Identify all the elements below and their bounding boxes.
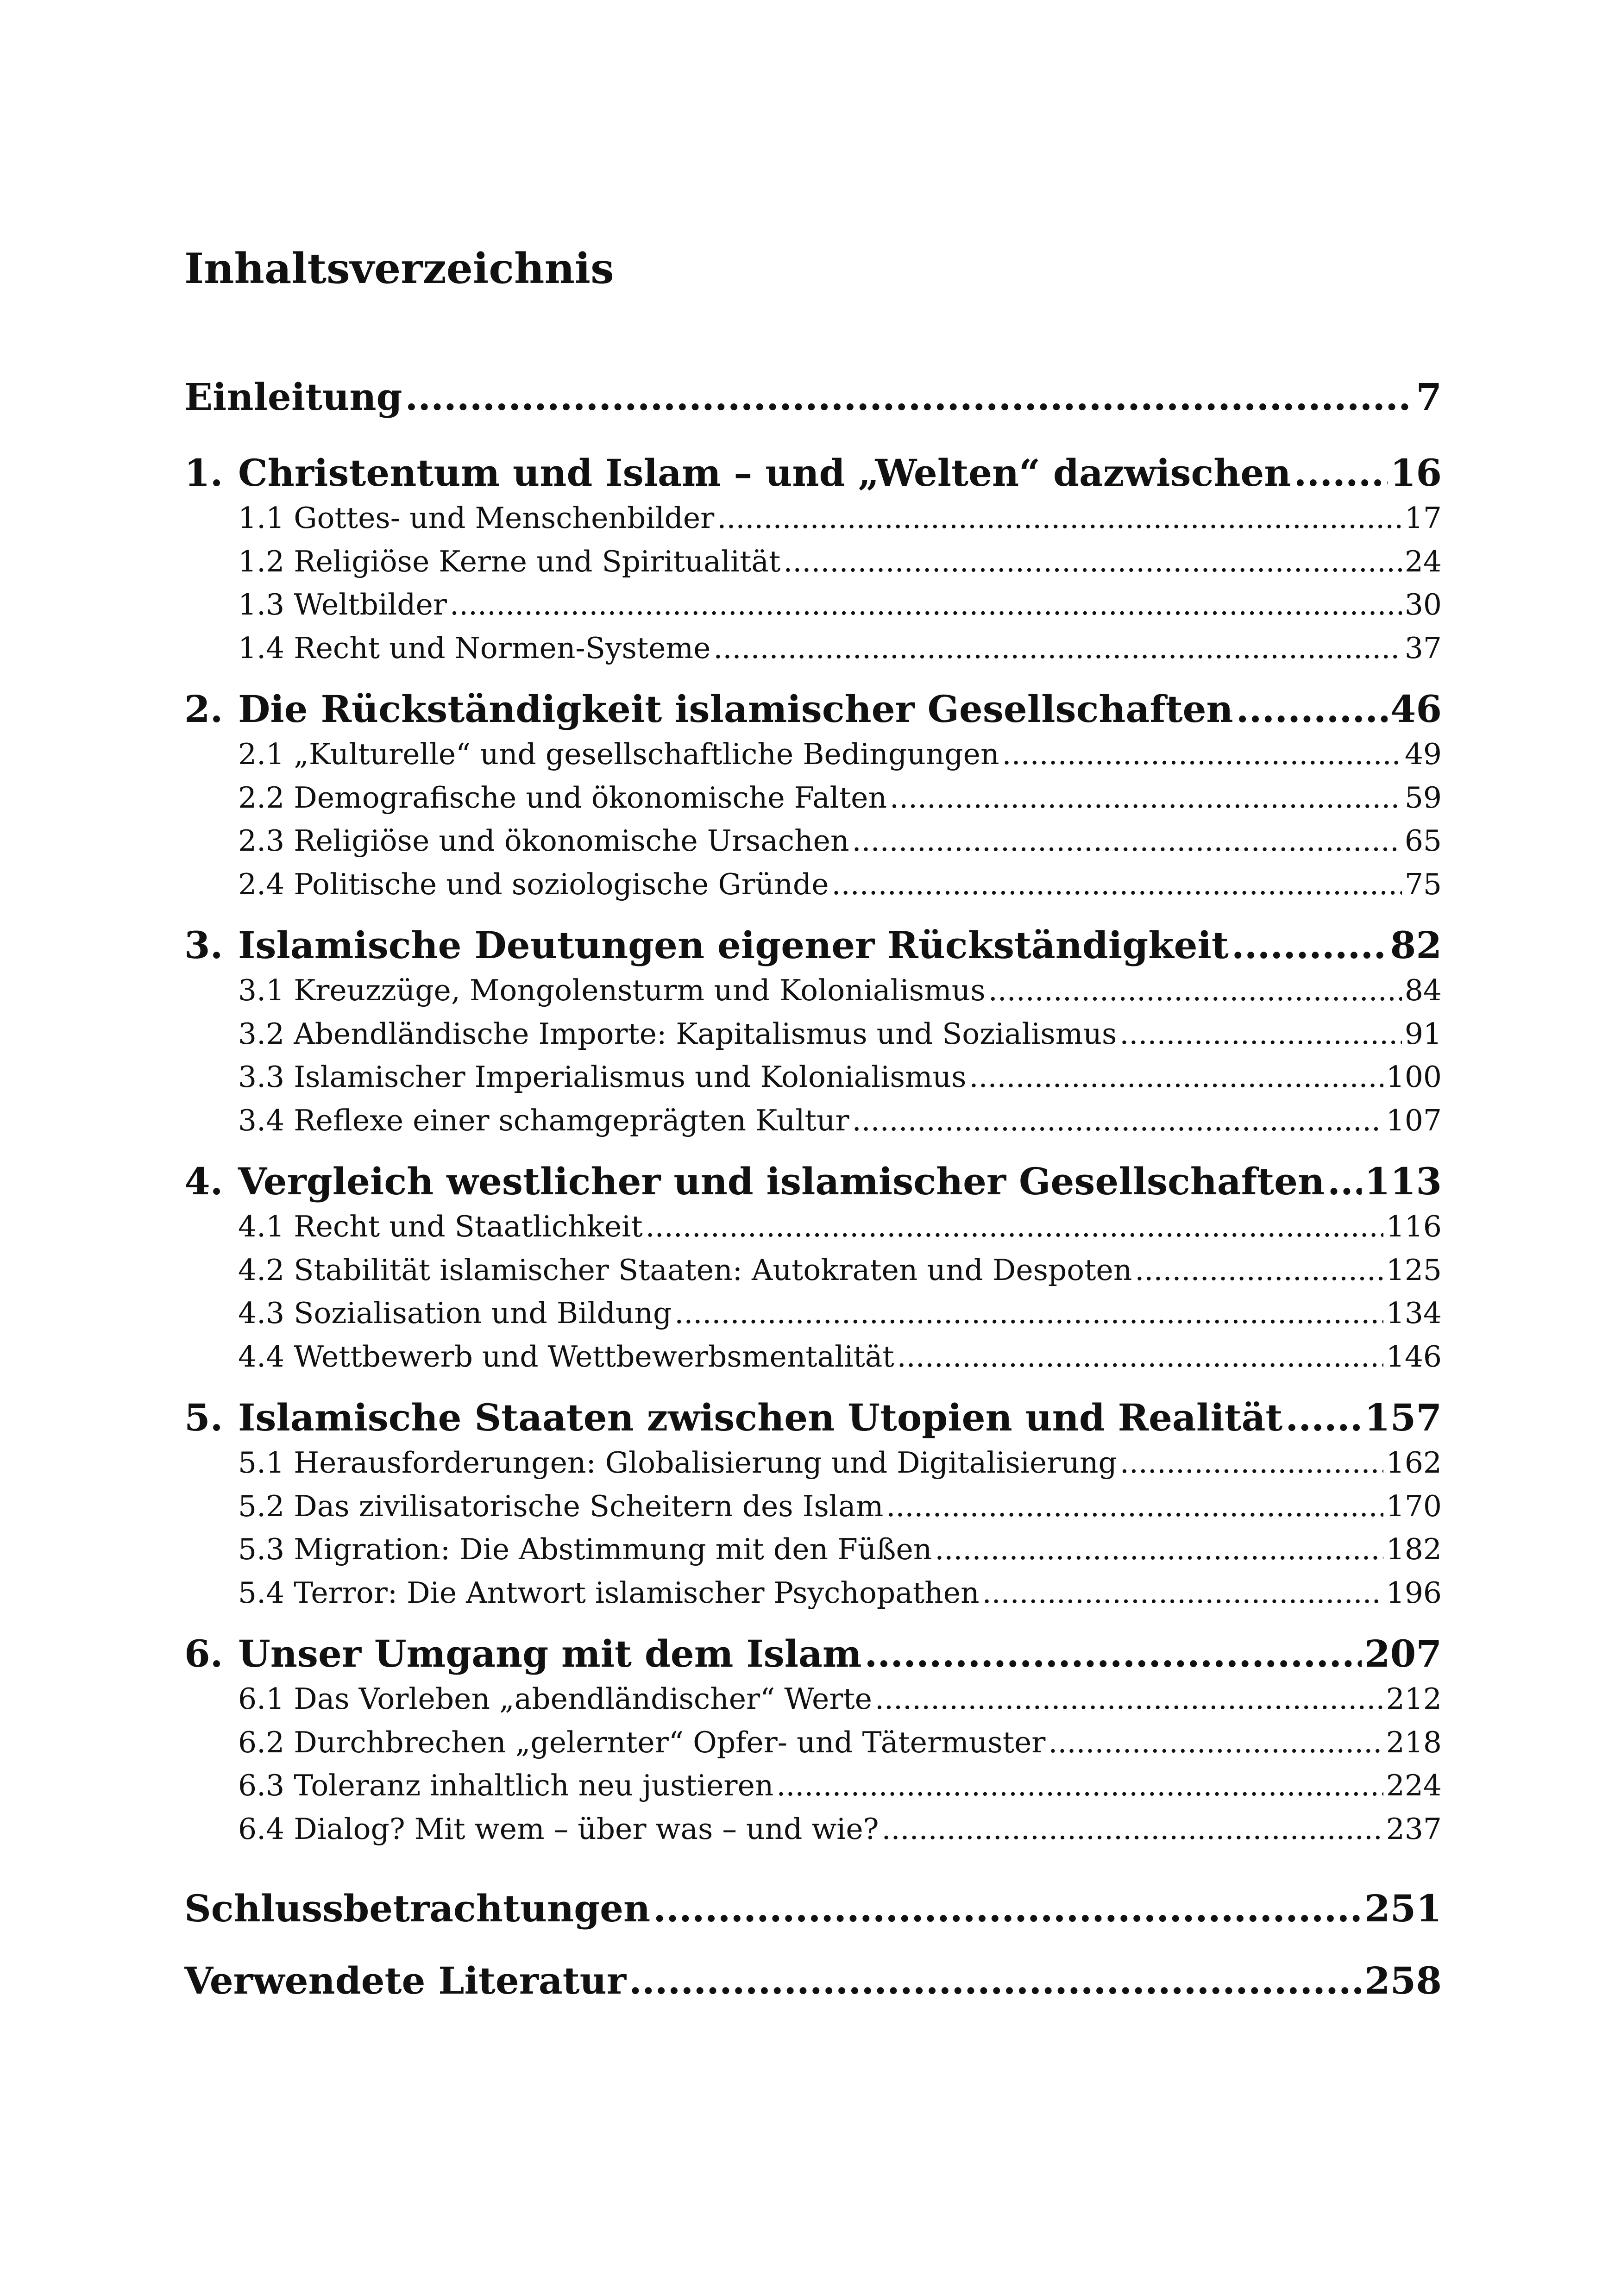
dot-leader	[405, 375, 1413, 419]
toc-page-number: 82	[1390, 923, 1442, 967]
toc-subentry[interactable]	[184, 781, 1442, 824]
toc-page-number: 134	[1386, 1296, 1442, 1330]
toc-page-number: 207	[1364, 1632, 1442, 1675]
chapter-number: 5.	[184, 1396, 223, 1439]
toc-subentry[interactable]	[184, 1489, 1442, 1533]
chapter-number: 1.	[184, 451, 223, 495]
toc-page-number: 116	[1386, 1210, 1442, 1243]
dot-leader	[1236, 687, 1388, 731]
toc-subentry[interactable]	[184, 545, 1442, 588]
toc-entry-intro[interactable]	[184, 375, 1442, 447]
dot-leader	[875, 1682, 1383, 1716]
chapter-number: 4.	[184, 1160, 223, 1203]
page-title: Inhaltsverzeichnis	[184, 244, 614, 293]
dot-leader	[969, 1060, 1383, 1094]
dot-leader	[1327, 1160, 1362, 1203]
toc-page-number: 107	[1386, 1103, 1442, 1137]
toc-subentry[interactable]	[184, 1576, 1442, 1619]
toc-subentry[interactable]	[184, 1532, 1442, 1576]
subentry-label: 6.1 Das Vorleben „abendländischer“ Werte	[238, 1682, 872, 1716]
subentry-label: 6.4 Dialog? Mit wem – über was – und wie?	[238, 1812, 879, 1846]
toc-subentry[interactable]	[184, 1017, 1442, 1060]
chapter-section	[184, 1632, 1442, 1855]
chapter-section	[184, 687, 1442, 910]
dot-leader	[1231, 923, 1388, 967]
dot-leader	[1120, 1446, 1383, 1480]
toc-page-number: 146	[1386, 1339, 1442, 1374]
toc-subentry[interactable]	[184, 1682, 1442, 1725]
toc-page-number: 196	[1386, 1575, 1442, 1610]
toc-page-number: 30	[1404, 588, 1442, 621]
subentry-label: 1.4 Recht und Normen-Systeme	[238, 631, 711, 665]
toc-page-number: 65	[1404, 824, 1442, 858]
subentry-label: 2.2 Demografische und ökonomische Falten	[238, 780, 887, 815]
toc-chapter-5[interactable]	[184, 1396, 1442, 1446]
chapter-title: Islamische Staaten zwischen Utopien und Realität	[238, 1396, 1283, 1439]
dot-leader	[890, 781, 1402, 815]
toc-subentry[interactable]	[184, 1210, 1442, 1253]
dot-leader	[629, 1959, 1362, 2002]
toc-page-number: 113	[1364, 1160, 1442, 1203]
dot-leader	[717, 501, 1402, 535]
dot-leader	[1002, 737, 1402, 771]
chapter-title: Vergleich westlicher und islamischer Gesellschaften	[238, 1160, 1325, 1203]
toc-page-number: 182	[1386, 1532, 1442, 1566]
subentry-label: 4.3 Sozialisation und Bildung	[238, 1296, 672, 1330]
subentry-label: 3.2 Abendländische Importe: Kapitalismus und Sozialismus	[238, 1016, 1117, 1051]
dot-leader	[865, 1632, 1362, 1675]
chapter-section	[184, 923, 1442, 1147]
toc-subentry[interactable]	[184, 1060, 1442, 1104]
dot-leader	[674, 1296, 1383, 1330]
subentry-label: 2.3 Religiöse und ökonomische Ursachen	[238, 824, 849, 858]
toc-entry-label: Verwendete Literatur	[184, 1959, 626, 2002]
chapter-title: Unser Umgang mit dem Islam	[238, 1632, 862, 1675]
toc-subentry[interactable]	[184, 1812, 1442, 1856]
toc-subentry[interactable]	[184, 824, 1442, 867]
toc-page-number: 157	[1364, 1396, 1442, 1439]
subentry-label: 2.4 Politische und soziologische Gründe	[238, 867, 829, 901]
toc-subentry[interactable]	[184, 631, 1442, 675]
toc-entry-label: Schlussbetrachtungen	[184, 1887, 651, 1930]
toc-subentry[interactable]	[184, 1769, 1442, 1812]
toc-page-number: 91	[1404, 1016, 1442, 1051]
toc-subentry[interactable]	[184, 973, 1442, 1017]
toc-subentry[interactable]	[184, 1446, 1442, 1489]
chapter-number: 2.	[184, 687, 223, 731]
toc-page-number: 237	[1386, 1812, 1442, 1846]
toc-page-number: 258	[1364, 1959, 1442, 2002]
toc-page-number: 7	[1416, 375, 1442, 419]
toc-subentry[interactable]	[184, 1340, 1442, 1383]
dot-leader	[886, 1489, 1383, 1523]
chapter-number: 3.	[184, 923, 223, 967]
toc-page-number: 49	[1404, 737, 1442, 771]
subentry-label: 4.4 Wettbewerb und Wettbewerbsmentalität	[238, 1339, 894, 1374]
toc-subentry[interactable]	[184, 1253, 1442, 1297]
chapter-title: Die Rückständigkeit islamischer Gesellschaften	[238, 687, 1233, 731]
toc-page-number: 162	[1386, 1446, 1442, 1480]
subentry-label: 6.3 Toleranz inhaltlich neu justieren	[238, 1769, 774, 1802]
toc-entry-bibliography[interactable]	[184, 1959, 1442, 2031]
dot-leader	[852, 824, 1402, 858]
subentry-label: 1.1 Gottes- und Menschenbilder	[238, 501, 715, 535]
toc-subentry[interactable]	[184, 867, 1442, 911]
dot-leader	[881, 1812, 1383, 1846]
toc-page-number: 84	[1404, 973, 1442, 1007]
toc-entry-conclusions[interactable]	[184, 1887, 1442, 1959]
toc-page-number: 170	[1386, 1489, 1442, 1523]
toc-subentry[interactable]	[184, 588, 1442, 631]
dot-leader	[988, 973, 1402, 1007]
dot-leader	[1135, 1253, 1383, 1287]
dot-leader	[776, 1769, 1383, 1802]
toc-page-number: 37	[1404, 631, 1442, 665]
toc-page-number: 125	[1386, 1253, 1442, 1287]
dot-leader	[653, 1887, 1362, 1930]
dot-leader	[1285, 1396, 1362, 1439]
subentry-label: 5.1 Herausforderungen: Globalisierung und Digitalisierung	[238, 1446, 1117, 1480]
chapter-title: Islamische Deutungen eigener Rückständigkeit	[238, 923, 1229, 967]
dot-leader	[982, 1576, 1383, 1610]
toc-chapter-3[interactable]	[184, 923, 1442, 973]
subentry-label: 3.4 Reflexe einer schamgeprägten Kultur	[238, 1103, 849, 1137]
subentry-label: 5.4 Terror: Die Antwort islamischer Psychopathen	[238, 1575, 980, 1610]
table-of-contents	[184, 241, 1442, 2031]
dot-leader	[646, 1210, 1383, 1243]
toc-page-number: 75	[1404, 867, 1442, 901]
dot-leader	[832, 867, 1402, 901]
chapter-title: Christentum und Islam – und „Welten“ dazwischen	[238, 451, 1291, 495]
dot-leader	[1048, 1725, 1383, 1759]
toc-chapter-1[interactable]	[184, 451, 1442, 501]
dot-leader	[1294, 451, 1387, 495]
subentry-label: 1.3 Weltbilder	[238, 588, 447, 621]
toc-page-number: 100	[1386, 1060, 1442, 1094]
toc-chapter-2[interactable]	[184, 687, 1442, 737]
subentry-label: 5.2 Das zivilisatorische Scheitern des Islam	[238, 1489, 884, 1523]
subentry-label: 2.1 „Kulturelle“ und gesellschaftliche Bedingungen	[238, 737, 999, 771]
toc-subentry[interactable]	[184, 1296, 1442, 1340]
dot-leader	[450, 588, 1402, 621]
toc-page-number: 17	[1404, 501, 1442, 535]
subentry-label: 5.3 Migration: Die Abstimmung mit den Füßen	[238, 1532, 932, 1566]
toc-entry-label: Einleitung	[184, 375, 402, 419]
subentry-label: 1.2 Religiöse Kerne und Spiritualität	[238, 544, 781, 578]
toc-chapter-4[interactable]	[184, 1160, 1442, 1210]
chapter-section	[184, 1160, 1442, 1383]
toc-chapter-6[interactable]	[184, 1632, 1442, 1682]
toc-page-number: 224	[1386, 1769, 1442, 1802]
subentry-label: 3.3 Islamischer Imperialismus und Kolonialismus	[238, 1060, 967, 1094]
toc-page-number: 59	[1404, 780, 1442, 815]
chapter-section	[184, 451, 1442, 674]
subentry-label: 6.2 Durchbrechen „gelernter“ Opfer- und Tätermuster	[238, 1725, 1046, 1759]
dot-leader	[783, 545, 1402, 578]
dot-leader	[713, 631, 1401, 665]
subentry-label: 4.1 Recht und Staatlichkeit	[238, 1210, 643, 1243]
toc-subentry[interactable]	[184, 1104, 1442, 1147]
toc-subentry[interactable]	[184, 1725, 1442, 1769]
dot-leader	[1119, 1017, 1401, 1051]
toc-page-number: 212	[1386, 1682, 1442, 1716]
dot-leader	[897, 1340, 1383, 1374]
toc-page-number: 251	[1364, 1887, 1442, 1930]
toc-subentry[interactable]	[184, 737, 1442, 781]
toc-page-number: 218	[1386, 1725, 1442, 1759]
dot-leader	[852, 1104, 1383, 1137]
dot-leader	[935, 1532, 1383, 1566]
subentry-label: 3.1 Kreuzzüge, Mongolensturm und Kolonialismus	[238, 973, 986, 1007]
toc-subentry[interactable]	[184, 501, 1442, 545]
toc-page-number: 24	[1404, 544, 1442, 578]
chapter-number: 6.	[184, 1632, 223, 1675]
chapter-section	[184, 1396, 1442, 1619]
toc-page-number: 16	[1390, 451, 1442, 495]
subentry-label: 4.2 Stabilität islamischer Staaten: Autokraten und Despoten	[238, 1253, 1132, 1287]
toc-page-number: 46	[1390, 687, 1442, 731]
